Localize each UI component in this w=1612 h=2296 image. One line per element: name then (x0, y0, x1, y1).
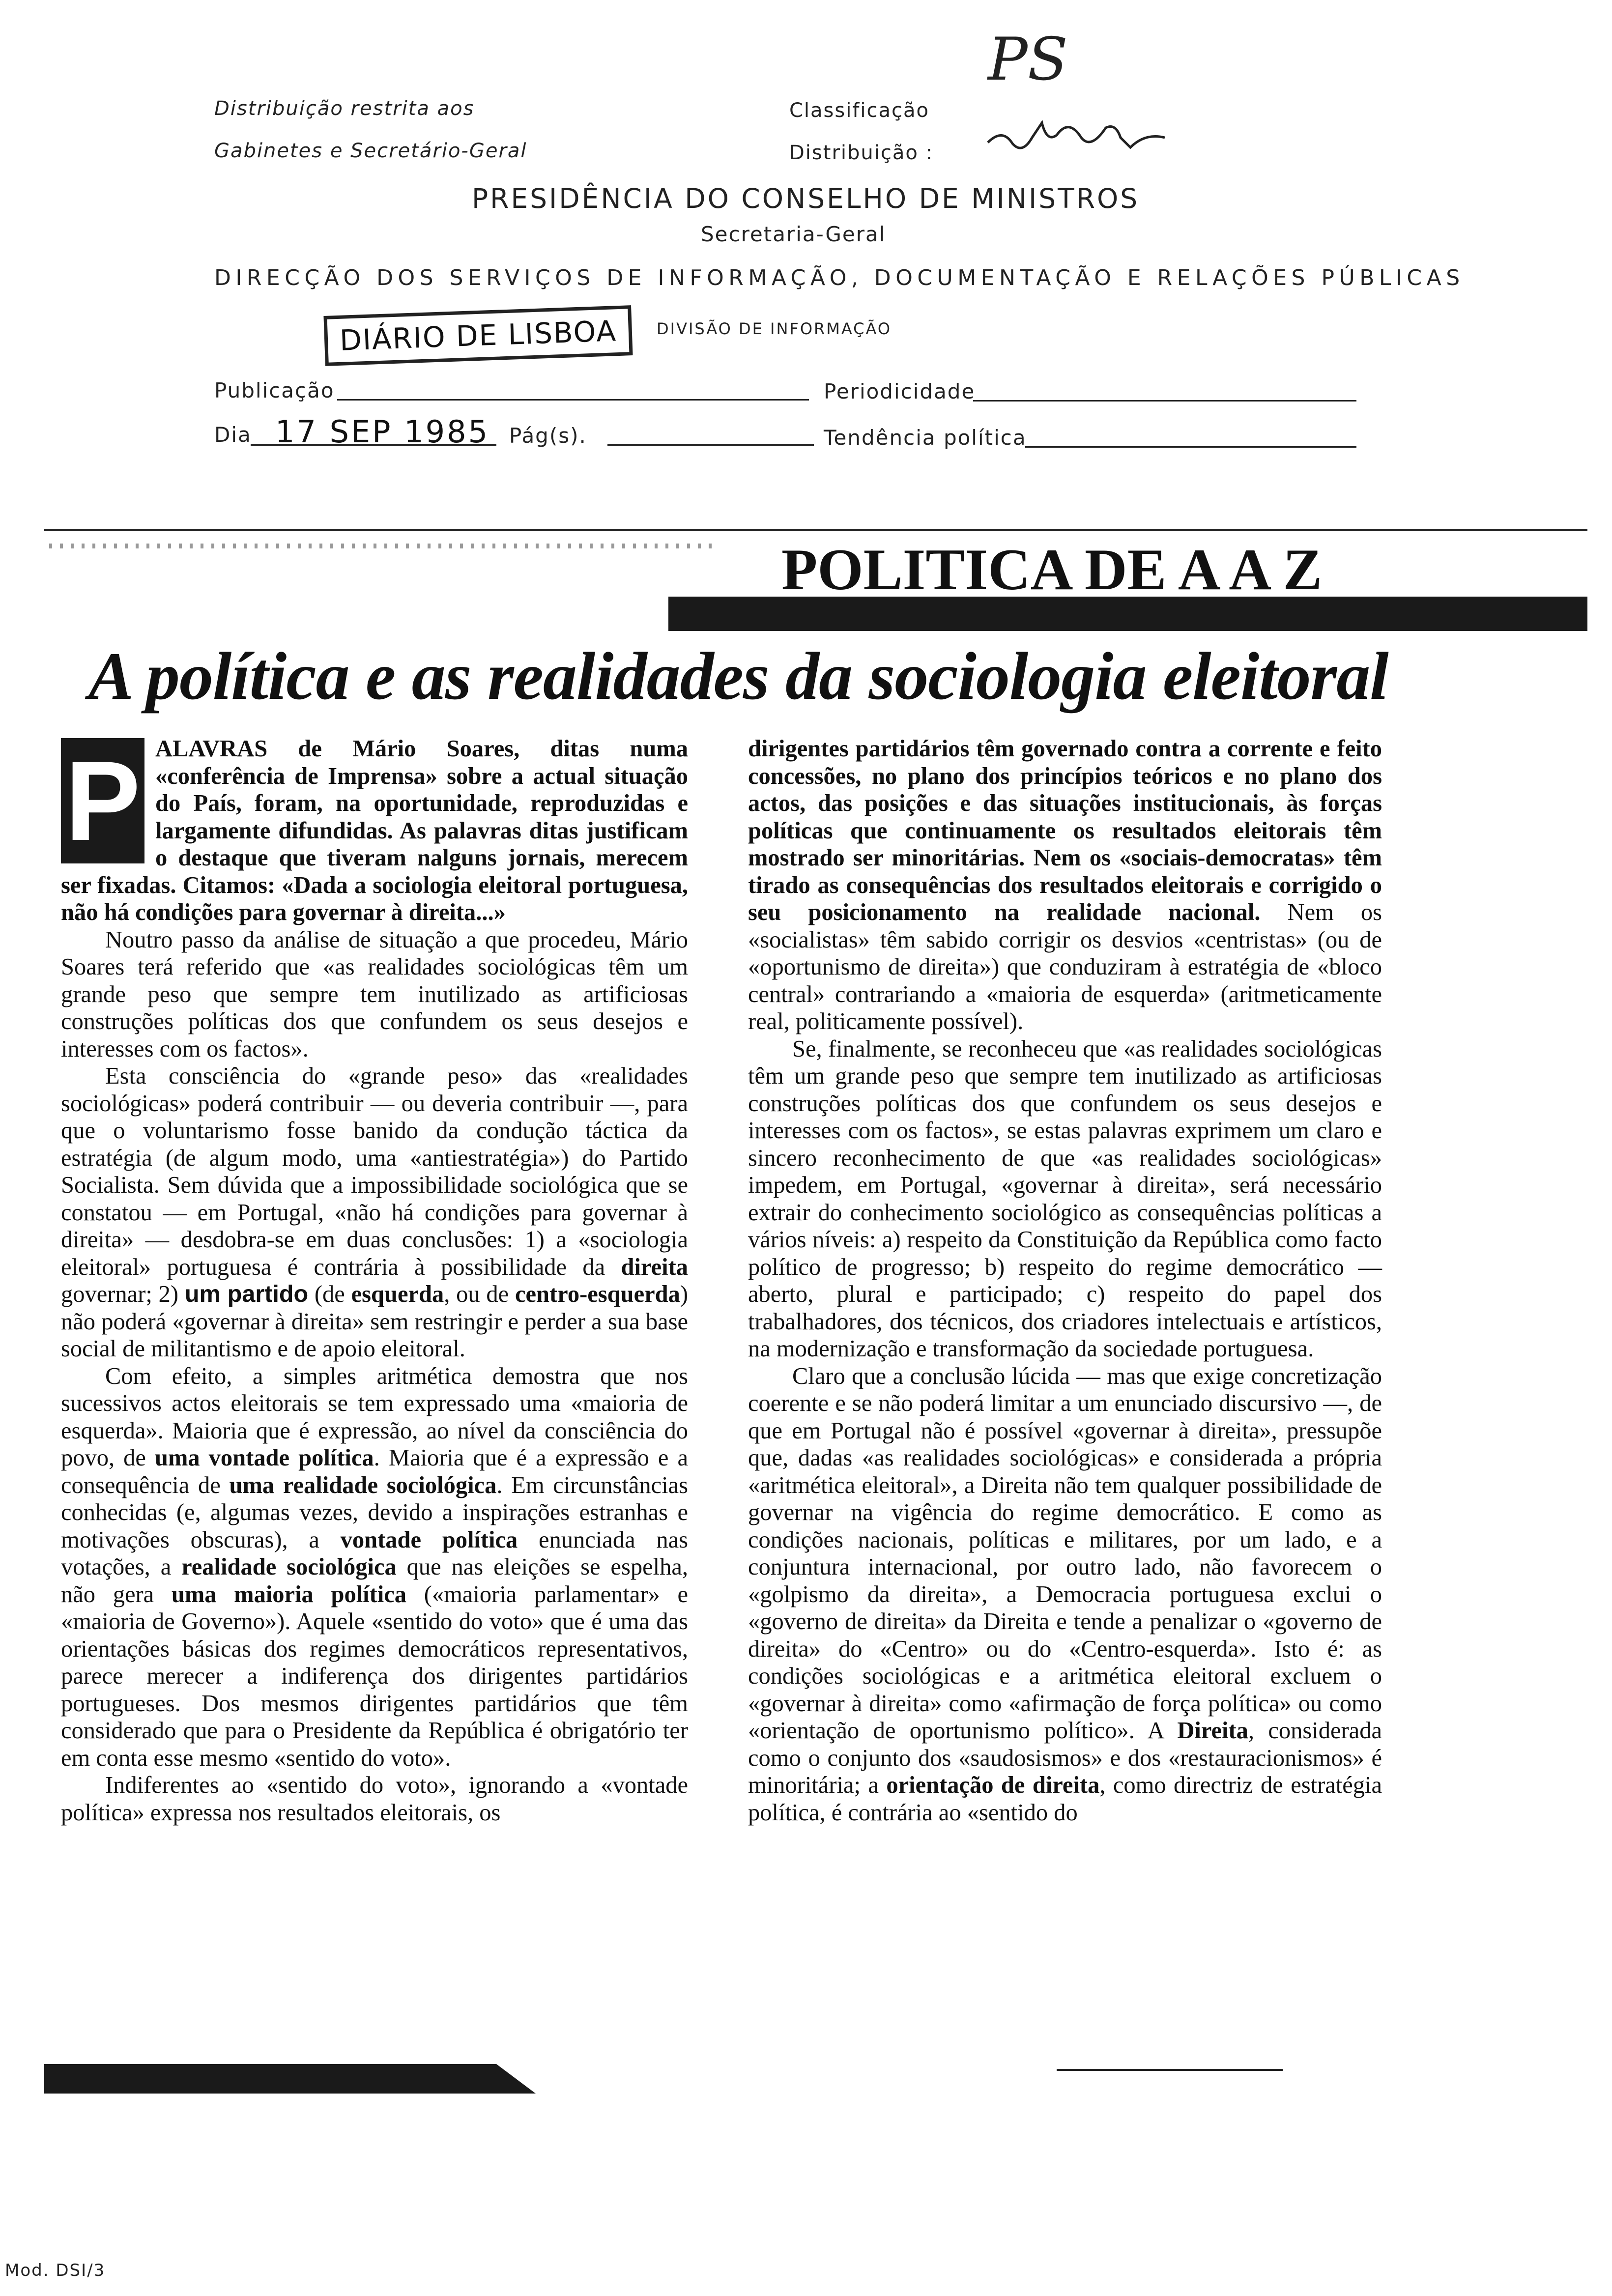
publicacao-field (337, 399, 809, 401)
article-column-1 (61, 735, 688, 1826)
pags-label: Pág(s). (509, 424, 587, 448)
paragraph-3: Esta consciência do «grande peso» das «realidades sociológicas» poderá contribuir — ou deveria contribuir —, para que o voluntarismo fosse banido da condução táctica da estratégia (de algum modo, uma «antiestratégia») do Partido Socialista. Sem dúvida que a impossibilidade sociológica que se constatou — em Portugal, «não há condições para governar à direita» — desdobra-se em duas conclusões: 1) a «sociologia eleitoral» portuguesa é contrária à possibilidade da direita governar; 2) um partido (de esquerda, ou de centro-esquerda) não poderá «governar à direita» sem restringir e perder a sua base social de militantismo e de apoio eleitoral. (61, 1063, 689, 1362)
section-banner: POLITICA DE A A Z (781, 537, 1323, 602)
institution-title: PRESIDÊNCIA DO CONSELHO DE MINISTROS (472, 183, 1140, 214)
division-label: DIVISÃO DE INFORMAÇÃO (657, 319, 892, 338)
publicacao-label: Publicação (214, 378, 335, 402)
clipping-noise (49, 544, 713, 548)
classificacao-label: Classificação (789, 99, 930, 122)
paragraph-7: Se, finalmente, se reconheceu que «as realidades sociológicas têm um grande peso que sempre tem inutilizado as artificiosas construções políticas dos que confundem os seus desejos e interesses com os factos», se estas palavras exprimem um claro e sincero reconhecimento de que «as realidades sociológicas» impedem, em Portugal, «governar à direita», será necessário extrair do conhecimento sociológico as consequências políticas a vários níveis: a) respeito da Constituição da República como facto político de progresso; b) respeito do regime democrático — aberto, plural e participado; c) respeito do papel dos trabalhadores, dos técnicos, dos criadores intelectuais e artísticos, na modernização e transformação da sociedade portuguesa. (748, 1035, 1382, 1362)
distribuicao-label: Distribuição : (789, 142, 934, 164)
newspaper-stamp: DIÁRIO DE LISBOA (323, 305, 633, 366)
pags-field (607, 444, 814, 446)
column-2-end-rule (1057, 2069, 1283, 2071)
distribution-note (214, 87, 527, 172)
paragraph-2: Noutro passo da análise de situação a que procedeu, Mário Soares terá referido que «as realidades sociológicas têm um grande peso que sempre tem inutilizado as artificiosas construções políticas dos que confundem os seus desejos e interesses com os factos». (61, 926, 688, 1062)
handwritten-initials (983, 108, 1170, 162)
paragraph-1 (61, 735, 688, 926)
clipping-top-rule (44, 529, 1587, 531)
dia-label: Dia (214, 423, 252, 447)
article-column-2 (748, 735, 1382, 1826)
paragraph-8: Claro que a conclusão lúcida — mas que exige concretização coerente e se não poderá limitar a um enunciado discursivo —, de que em Portugal não é possível «governar à direita», pressupõe que, dadas «as realidades sociológicas» e considerada a própria «aritmética eleitoral», a Direita não tem qualquer possibilidade de governar na vigência do regime democrático. E como as condições nacionais, políticas e militares, por um lado, e a conjuntura internacional, por outro lado, não favorecem o «golpismo da direita», a Democracia portuguesa exclui o «governo de direita» da Direita e tende a penalizar o «governo de direita» do «Centro» ou do «Centro-esquerda». Isto é: as condições sociológicas e a aritmética eleitoral excluem o «governar à direita» como «afirmação de força política» ou como «orientação de oportunismo político». A Direita, considerada como o conjunto dos «saudosismos» e dos «restauracionismos» é minoritária; a orientação de direita, como directriz de estratégia política, é contrária ao «sentido do (748, 1363, 1382, 1826)
classification-block (789, 89, 933, 174)
paragraph-1-text: ALAVRAS de Mário Soares, ditas numa «conferência de Imprensa» sobre a actual situação do País, foram, na oportunidade, reproduzidas e largamente difundidas. As palavras ditas justificam o destaque que tiveram nalguns jornais, merecem ser fixadas. Citamos: «Dada a sociologia eleitoral portuguesa, não há condições para governar à direita...» (61, 736, 688, 925)
paragraph-6: dirigentes partidários têm governado contra a corrente e feito concessões, no plano dos princípios teóricos e no plano dos actos, das posições e das situações institucionais, às forças políticas que continuamente os resultados eleitorais têm mostrado ser minoritárias. Nem os «sociais-democratas» têm tirado as consequências dos resultados eleitorais e corrigido o seu posicionamento na realidade nacional. Nem os «socialistas» têm sabido corrigir os desvios «centristas» (ou de «oportunismo de direita») que conduziram à estratégia de «bloco central» contrariando a «maioria de esquerda» (aritmeticamente real, politicamente possível). (748, 736, 1382, 1034)
handwritten-ps: PS (988, 26, 1068, 94)
paragraph-4: Com efeito, a simples aritmética demostra que nos sucessivos actos eleitorais se tem expressado uma «maioria de esquerda». Maioria que é expressão, ao nível da consciência do povo, de uma vontade política. Maioria que é a expressão e a consequência de uma realidade sociológica. Em circunstâncias conhecidas (e, algumas vezes, devido a inspirações estranhas e motivações obscuras), a vontade política enunciada nas votações, a realidade sociológica que nas eleições se espelha, não gera uma maioria política («maioria parlamentar» e «maioria de Governo»). Aquele «sentido do voto» que é uma das orientações básicas dos regimes democráticos representativos, parece merecer a indiferença dos dirigentes partidários portugueses. Dos mesmos dirigentes partidários que têm considerado que para o Presidente da República é obrigatório ter em conta esse mesmo «sentido do voto». (61, 1363, 689, 1771)
periodicidade-label: Periodicidade (824, 379, 976, 403)
secretariat: Secretaria-Geral (701, 222, 886, 246)
paragraph-5: Indiferentes ao «sentido do voto», ignorando a «vontade política» expressa nos resultados eleitorais, os (61, 1772, 688, 1826)
clipping-bottom-edge (44, 2064, 536, 2094)
date-value: 17 SEP 1985 (275, 414, 490, 450)
directorate: DIRECÇÃO DOS SERVIÇOS DE INFORMAÇÃO, DOCUMENTAÇÃO E RELAÇÕES PÚBLICAS (214, 265, 1465, 290)
periodicidade-field (973, 400, 1356, 402)
form-code: Mod. DSI/3 (5, 2261, 106, 2280)
article-headline: A política e as realidades da sociologia eleitoral (88, 638, 1388, 714)
tendencia-field (1025, 446, 1356, 448)
drop-cap: P (61, 738, 144, 863)
distribution-line-1: Distribuição restrita aos (214, 97, 475, 120)
distribution-line-2: Gabinetes e Secretário-Geral (214, 140, 527, 162)
tendencia-label: Tendência política (824, 426, 1027, 450)
